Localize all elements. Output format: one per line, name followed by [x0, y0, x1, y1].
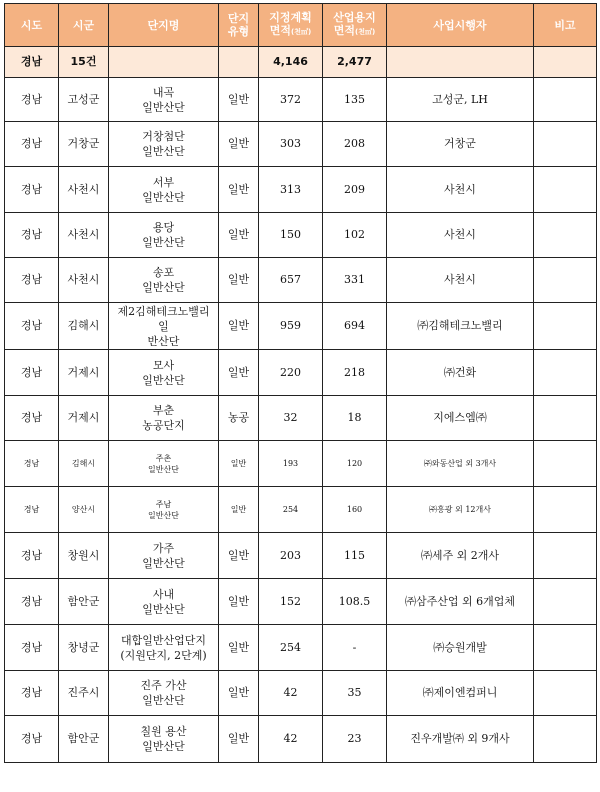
table-row: [5, 671, 597, 716]
table-row: [5, 78, 597, 122]
cell-name-line: 일반산단: [142, 100, 185, 114]
cell-sido: 경남: [5, 533, 59, 579]
cell-area2: 208: [323, 122, 387, 167]
cell-operator: ㈜승원개발: [387, 625, 534, 671]
cell-type: 일반: [219, 671, 259, 716]
header-area1: [259, 4, 323, 47]
table-row: [5, 487, 597, 533]
cell-area2: 694: [323, 303, 387, 350]
cell-area1: 254: [259, 487, 323, 533]
cell-sido: 경남: [5, 167, 59, 213]
cell-note: [534, 213, 597, 258]
cell-sigun: 거창군: [59, 122, 109, 167]
cell-name-line: 일반산단: [142, 190, 185, 204]
cell-sido: 경남: [5, 487, 59, 533]
cell-type: 일반: [219, 303, 259, 350]
cell-area2: 23: [323, 716, 387, 763]
header-type-line2: 유형: [227, 25, 250, 38]
cell-sido: 경남: [5, 350, 59, 396]
cell-sigun: 함안군: [59, 579, 109, 625]
cell-sigun: 거제시: [59, 396, 109, 441]
cell-name-line: 일반산단: [142, 694, 185, 707]
cell-note: [534, 122, 597, 167]
summary-sido: 경남: [5, 47, 59, 78]
cell-area2: -: [323, 625, 387, 671]
cell-operator: 지에스엠㈜: [387, 396, 534, 441]
cell-sido: 경남: [5, 579, 59, 625]
header-area1-line2: 면적: [269, 24, 292, 37]
cell-note: [534, 625, 597, 671]
summary-area1: 4,146: [259, 47, 323, 78]
cell-name-line: 대합일반산업단지: [120, 633, 206, 647]
cell-area1: 152: [259, 579, 323, 625]
cell-area2: 135: [323, 78, 387, 122]
cell-name: [109, 441, 219, 487]
summary-row: [5, 47, 597, 78]
cell-type: 농공: [219, 396, 259, 441]
cell-name-line: 일반산단: [142, 740, 185, 753]
cell-sido: 경남: [5, 78, 59, 122]
header-type-line1: 단지: [227, 12, 250, 25]
cell-sido: 경남: [5, 441, 59, 487]
cell-area2: 102: [323, 213, 387, 258]
cell-name-line: 부춘: [152, 404, 175, 417]
header-area2-unit: (천㎡): [355, 28, 376, 36]
cell-name-line: 반산단: [147, 334, 180, 348]
cell-operator: 거창군: [387, 122, 534, 167]
cell-sigun: 사천시: [59, 213, 109, 258]
cell-area1: 372: [259, 78, 323, 122]
cell-name-line: 농공단지: [142, 419, 185, 432]
cell-area2: 18: [323, 396, 387, 441]
cell-note: [534, 167, 597, 213]
header-danji: 단지명: [109, 4, 219, 47]
cell-sigun: 고성군: [59, 78, 109, 122]
cell-name-line: 일반산단: [142, 556, 185, 570]
cell-note: [534, 487, 597, 533]
cell-name-line: 일반산단: [142, 602, 185, 616]
summary-empty-note: [534, 47, 597, 78]
cell-note: [534, 350, 597, 396]
cell-area2: 218: [323, 350, 387, 396]
cell-operator: ㈜건화: [387, 350, 534, 396]
cell-note: [534, 671, 597, 716]
summary-count: 15건: [59, 47, 109, 78]
table-row: [5, 350, 597, 396]
cell-sigun: 창녕군: [59, 625, 109, 671]
cell-name: [109, 258, 219, 303]
cell-sido: 경남: [5, 671, 59, 716]
summary-empty-name: [109, 47, 219, 78]
cell-sido: 경남: [5, 625, 59, 671]
cell-area2: 331: [323, 258, 387, 303]
cell-type: 일반: [219, 122, 259, 167]
table-row: [5, 396, 597, 441]
cell-type: 일반: [219, 441, 259, 487]
cell-sigun: 사천시: [59, 167, 109, 213]
cell-area1: 313: [259, 167, 323, 213]
header-row: [5, 4, 597, 47]
cell-name-line: 주촌: [155, 453, 172, 463]
cell-name-line: 일반산단: [142, 145, 185, 158]
cell-sido: 경남: [5, 396, 59, 441]
cell-sigun: 진주시: [59, 671, 109, 716]
cell-name-line: 진주 가산: [140, 679, 187, 692]
table-row: [5, 716, 597, 763]
cell-area1: 42: [259, 716, 323, 763]
cell-note: [534, 716, 597, 763]
table-row: [5, 533, 597, 579]
cell-name-line: 가주: [152, 541, 175, 555]
table-row: [5, 122, 597, 167]
cell-note: [534, 258, 597, 303]
cell-name: [109, 122, 219, 167]
cell-name: [109, 579, 219, 625]
cell-operator: ㈜삼주산업 외 6개업체: [387, 579, 534, 625]
cell-area2: 209: [323, 167, 387, 213]
cell-sigun: 창원시: [59, 533, 109, 579]
cell-name-line: 거창첨단: [142, 130, 185, 143]
cell-name-line: 주남: [155, 499, 172, 509]
cell-type: 일반: [219, 625, 259, 671]
cell-note: [534, 533, 597, 579]
header-operator: 사업시행자: [387, 4, 534, 47]
cell-name-line: 칠원 용산: [140, 725, 187, 738]
cell-type: 일반: [219, 579, 259, 625]
industrial-complex-table: [4, 3, 597, 763]
cell-sido: 경남: [5, 258, 59, 303]
cell-area1: 220: [259, 350, 323, 396]
cell-type: 일반: [219, 533, 259, 579]
cell-name-line: 모사: [152, 358, 175, 372]
cell-area1: 193: [259, 441, 323, 487]
cell-sigun: 양산시: [59, 487, 109, 533]
cell-sido: 경남: [5, 303, 59, 350]
cell-note: [534, 441, 597, 487]
cell-operator: ㈜세주 외 2개사: [387, 533, 534, 579]
cell-area2: 160: [323, 487, 387, 533]
header-area1-unit: (천㎡): [291, 28, 312, 36]
cell-name-line: 용당: [152, 221, 175, 234]
header-area2-line2: 면적: [333, 24, 356, 37]
cell-operator: 고성군, LH: [387, 78, 534, 122]
cell-note: [534, 303, 597, 350]
summary-empty-operator: [387, 47, 534, 78]
cell-name: [109, 303, 219, 350]
table-row: [5, 625, 597, 671]
header-sido: 시도: [5, 4, 59, 47]
cell-name: [109, 167, 219, 213]
cell-type: 일반: [219, 716, 259, 763]
cell-area2: 35: [323, 671, 387, 716]
table-row: [5, 213, 597, 258]
cell-operator: 사천시: [387, 167, 534, 213]
header-area1-line1: 지정계획: [269, 11, 312, 24]
cell-area2: 120: [323, 441, 387, 487]
cell-type: 일반: [219, 258, 259, 303]
cell-name: [109, 716, 219, 763]
header-note: 비고: [534, 4, 597, 47]
cell-sido: 경남: [5, 716, 59, 763]
cell-type: 일반: [219, 167, 259, 213]
summary-area2: 2,477: [323, 47, 387, 78]
cell-area1: 42: [259, 671, 323, 716]
cell-name-line: 일반산단: [142, 236, 185, 249]
table-row: [5, 303, 597, 350]
cell-operator: ㈜흥광 외 12개사: [387, 487, 534, 533]
cell-name: [109, 213, 219, 258]
cell-operator: 사천시: [387, 258, 534, 303]
cell-name-line: 일반산단: [142, 281, 185, 294]
table-row: [5, 167, 597, 213]
cell-area1: 303: [259, 122, 323, 167]
header-area2-line1: 산업용지: [333, 11, 376, 24]
cell-area2: 108.5: [323, 579, 387, 625]
summary-empty-type: [219, 47, 259, 78]
table-row: [5, 579, 597, 625]
cell-sigun: 함안군: [59, 716, 109, 763]
cell-name-line: 서부: [152, 175, 175, 189]
cell-operator: ㈜와동산업 외 3개사: [387, 441, 534, 487]
cell-operator: ㈜김해테크노밸리: [387, 303, 534, 350]
cell-sido: 경남: [5, 213, 59, 258]
cell-name-line: 사내: [152, 587, 175, 601]
cell-type: 일반: [219, 213, 259, 258]
cell-name-line: (지원단지, 2단계): [120, 648, 207, 662]
table-row: [5, 258, 597, 303]
cell-note: [534, 396, 597, 441]
header-area2: [323, 4, 387, 47]
cell-name: [109, 671, 219, 716]
cell-name-line: 일반산단: [142, 373, 185, 387]
cell-area2: 115: [323, 533, 387, 579]
cell-sigun: 김해시: [59, 303, 109, 350]
cell-sido: 경남: [5, 122, 59, 167]
cell-area1: 150: [259, 213, 323, 258]
cell-type: 일반: [219, 78, 259, 122]
cell-name: [109, 625, 219, 671]
cell-area1: 203: [259, 533, 323, 579]
cell-name-line: 내곡: [152, 85, 175, 99]
cell-name-line: 제2김해테크노밸리 일: [117, 304, 210, 333]
cell-type: 일반: [219, 350, 259, 396]
cell-name: [109, 396, 219, 441]
cell-note: [534, 78, 597, 122]
cell-name-line: 일반산단: [148, 464, 179, 474]
header-type: [219, 4, 259, 47]
cell-type: 일반: [219, 487, 259, 533]
cell-area1: 32: [259, 396, 323, 441]
cell-sigun: 거제시: [59, 350, 109, 396]
cell-name-line: 일반산단: [148, 510, 179, 520]
cell-name: [109, 350, 219, 396]
cell-name-line: 송포: [152, 266, 175, 279]
cell-note: [534, 579, 597, 625]
header-sigun: 시군: [59, 4, 109, 47]
cell-sigun: 김해시: [59, 441, 109, 487]
cell-area1: 959: [259, 303, 323, 350]
cell-name: [109, 78, 219, 122]
cell-name: [109, 487, 219, 533]
cell-operator: 사천시: [387, 213, 534, 258]
cell-name: [109, 533, 219, 579]
cell-operator: 진우개발㈜ 외 9개사: [387, 716, 534, 763]
cell-operator: ㈜제이엔컴퍼니: [387, 671, 534, 716]
cell-area1: 254: [259, 625, 323, 671]
cell-area1: 657: [259, 258, 323, 303]
table-row: [5, 441, 597, 487]
cell-sigun: 사천시: [59, 258, 109, 303]
